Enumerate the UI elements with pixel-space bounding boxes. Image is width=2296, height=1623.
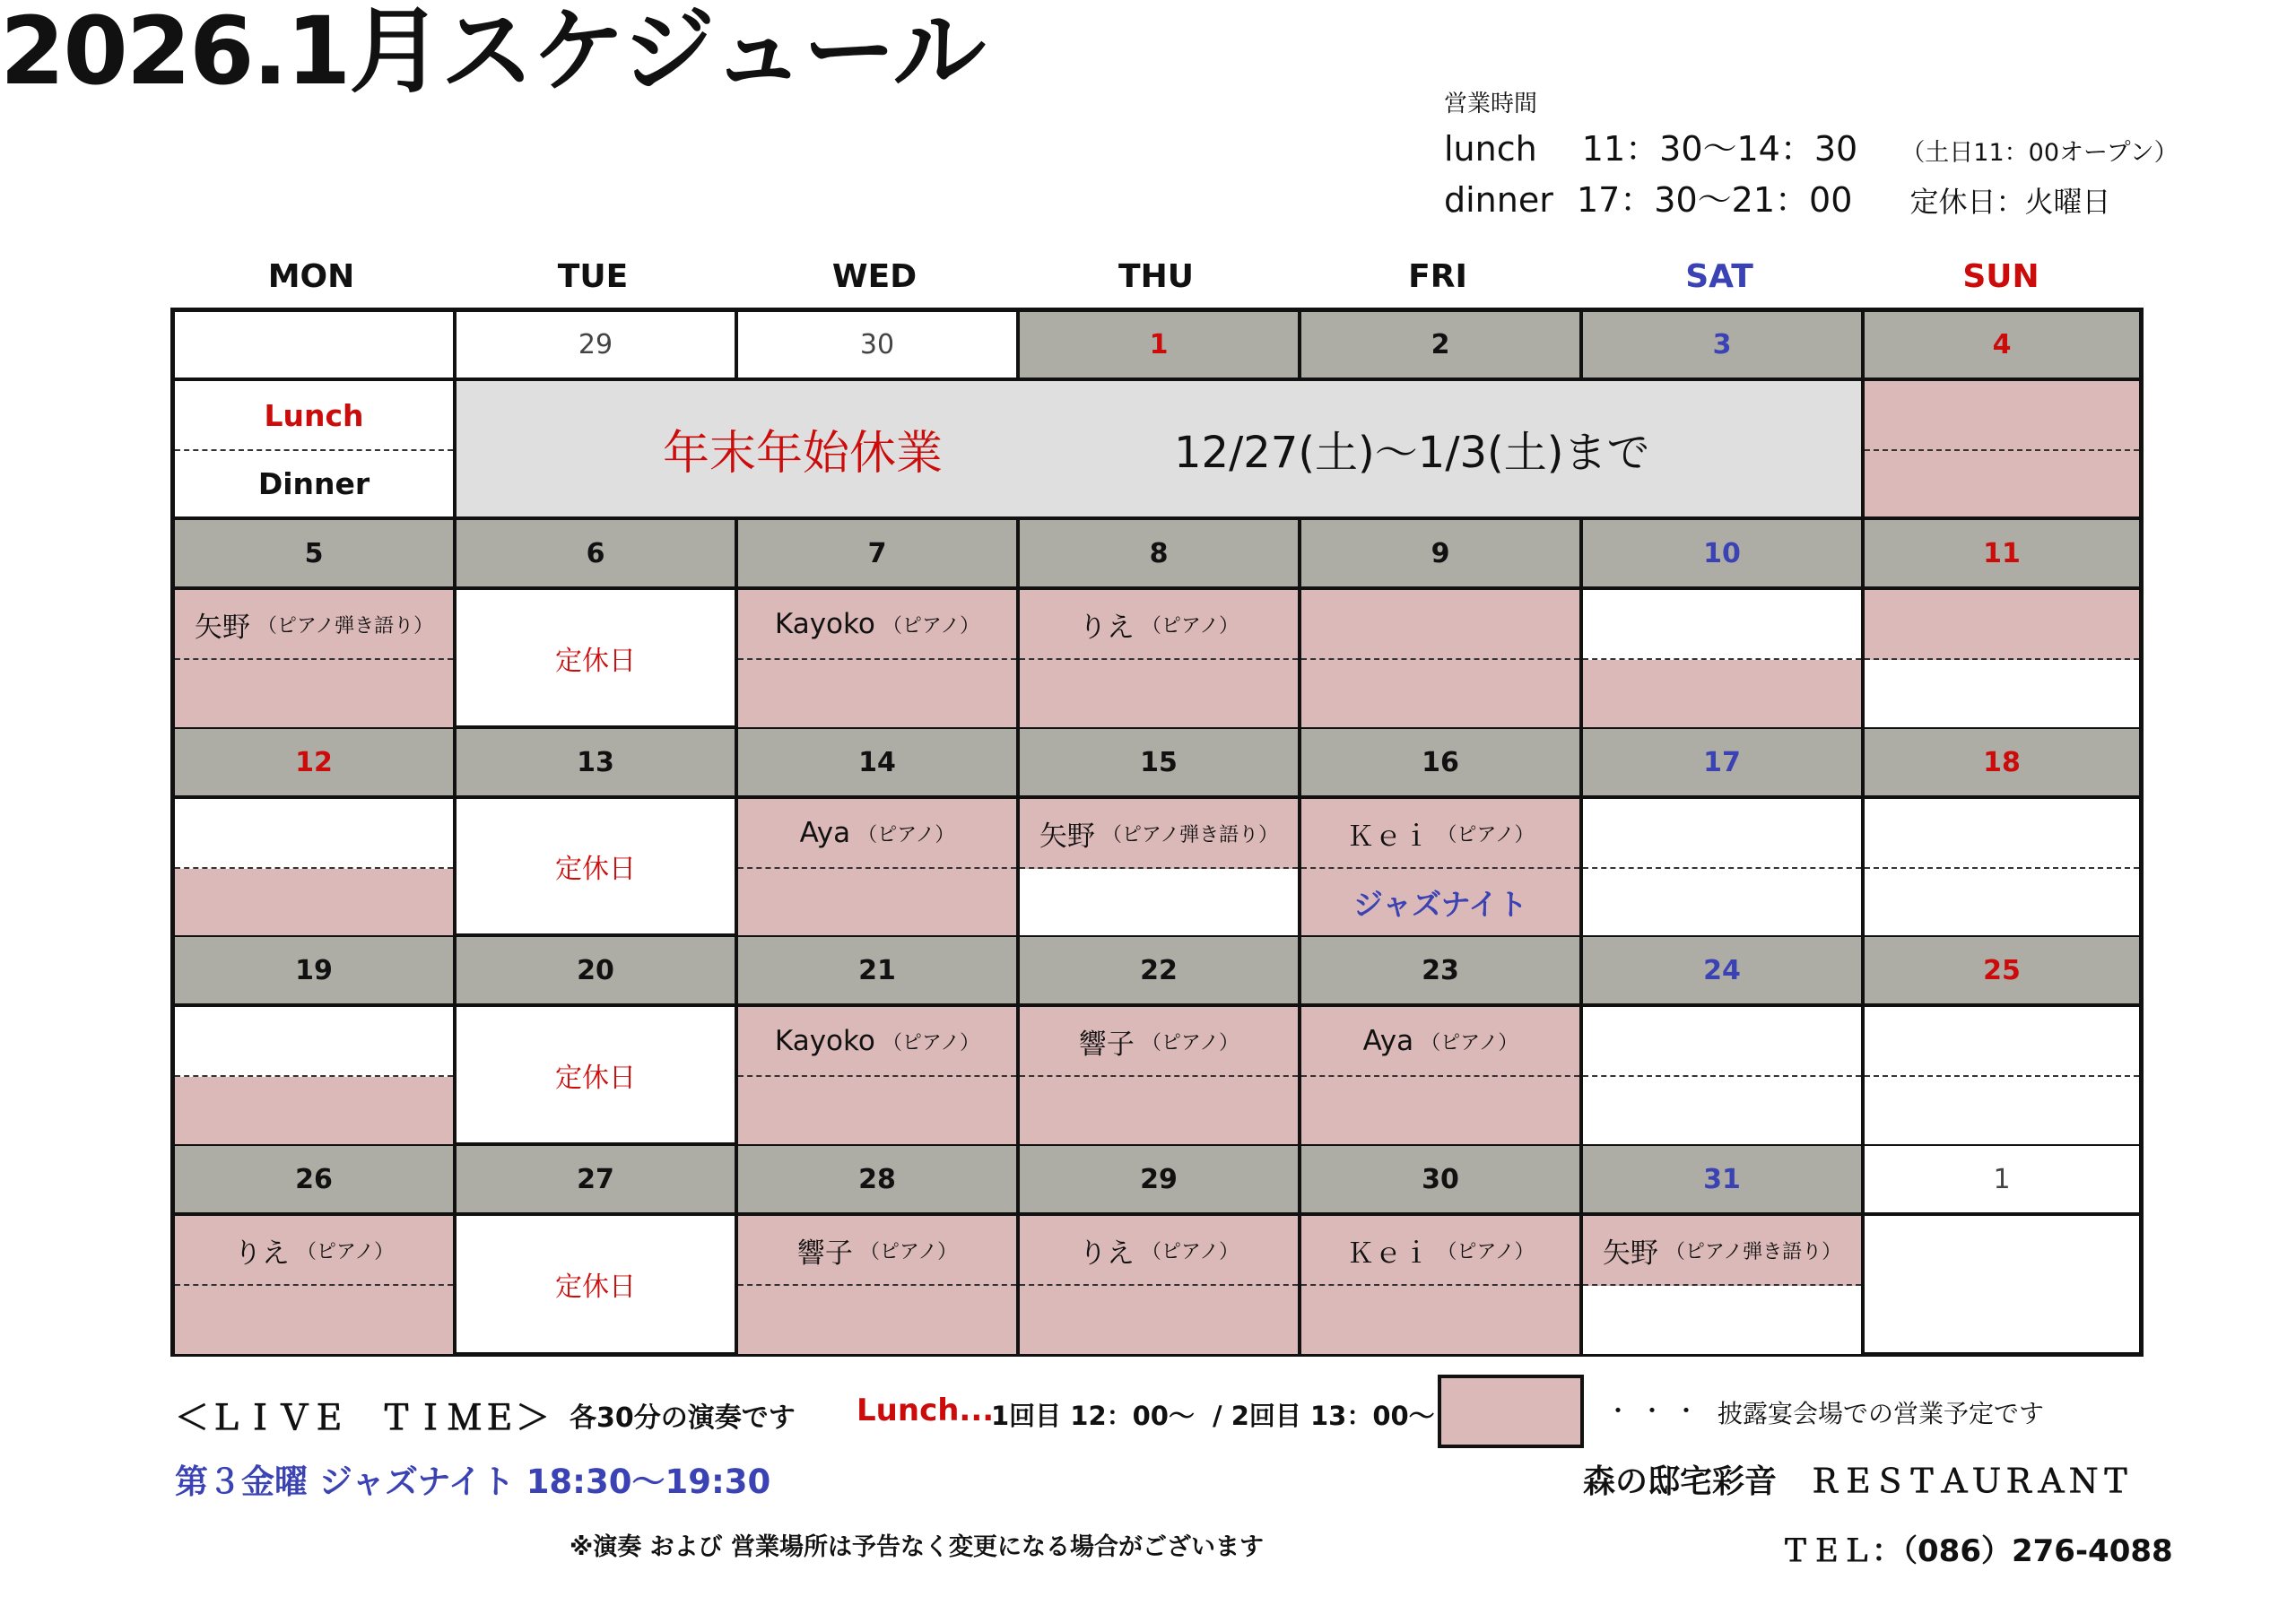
- date-cell: 12: [175, 729, 457, 799]
- performer-instrument: （ピアノ）: [859, 1240, 958, 1263]
- day-slot: [738, 799, 1020, 937]
- date-cell: 20: [457, 937, 738, 1007]
- performer-name: 矢野: [1039, 820, 1095, 853]
- date-cell: 7: [738, 520, 1020, 590]
- performer-instrument: （ピアノ）: [857, 823, 955, 846]
- performer-instrument: （ピアノ）: [1437, 1240, 1535, 1263]
- hours-label: 営業時間: [1444, 91, 1538, 117]
- dinner-hours-row: [1444, 172, 2110, 221]
- lunch-hours-note: （土日11：00オープン）: [1900, 139, 2179, 167]
- performer-slot: [175, 590, 453, 660]
- performer-name: Aya: [1362, 1025, 1414, 1057]
- performer-name: Ｋｅｉ: [1346, 1237, 1431, 1270]
- date-cell: 27: [457, 1146, 738, 1216]
- performer-name: 矢野: [1602, 1237, 1658, 1270]
- day-slot-pink: [1865, 381, 2139, 520]
- date-cell: 18: [1865, 729, 2139, 799]
- performer-instrument: （ピアノ）: [1141, 614, 1239, 638]
- performer-instrument: （ピアノ弾き語り）: [257, 614, 434, 638]
- day-slot: [175, 799, 457, 937]
- jazz-night-label: ジャズナイト: [1301, 869, 1579, 935]
- date-cell: 16: [1301, 729, 1583, 799]
- live-time-first: 1回目 12：00〜: [991, 1401, 1195, 1431]
- live-time-heading: ＜ＬＩＶＥ ＴＩＭＥ＞: [175, 1398, 551, 1437]
- day-slot: [1301, 799, 1583, 937]
- live-time-lunch: Lunch...: [857, 1393, 995, 1428]
- day-slot: [1020, 1216, 1301, 1352]
- performer-name: 響子: [796, 1237, 853, 1270]
- performer-slot: [1301, 799, 1579, 869]
- performer-slot: [738, 1007, 1016, 1077]
- date-cell: 19: [175, 937, 457, 1007]
- legend-dots: ・・・: [1605, 1396, 1709, 1426]
- performer-instrument: （ピアノ弾き語り）: [1101, 823, 1279, 846]
- date-cell: 30: [1301, 1146, 1583, 1216]
- date-cell: 17: [1583, 729, 1865, 799]
- page-title: 2026.1月スケジュール: [0, 0, 985, 106]
- day-slot: [1865, 1007, 2139, 1146]
- performer-slot: [738, 590, 1016, 660]
- day-slot: [1865, 590, 2139, 729]
- day-slot: [1583, 1007, 1865, 1146]
- telephone: ＴＥＬ：（086）276-4088: [1780, 1533, 2173, 1569]
- weekday-header-row: [170, 258, 2144, 303]
- date-cell: 28: [738, 1146, 1020, 1216]
- legend-text: 披露宴会場での営業予定です: [1718, 1399, 2045, 1428]
- performer-instrument: （ピアノ）: [1141, 1240, 1239, 1263]
- performer-slot: [1020, 1007, 1298, 1077]
- date-cell: 29: [457, 312, 738, 381]
- lunch-dinner-legend: [175, 381, 457, 520]
- jazz-night-note: 第３金曜 ジャズナイト 18:30〜19:30: [175, 1462, 771, 1501]
- dinner-hours-label: dinner: [1444, 180, 1553, 220]
- day-slot: [1865, 799, 2139, 937]
- weekday-mon: MON: [267, 258, 355, 295]
- performer-slot: [1301, 1007, 1579, 1077]
- performer-name: 響子: [1078, 1028, 1135, 1061]
- performer-name: Aya: [799, 817, 851, 849]
- performer-slot: [738, 799, 1016, 869]
- weekday-sun: SUN: [1962, 258, 2039, 295]
- date-cell: 25: [1865, 937, 2139, 1007]
- day-slot: [1583, 590, 1865, 729]
- date-cell: 22: [1020, 937, 1301, 1007]
- dinner-label: Dinner: [257, 465, 370, 501]
- lunch-label: Lunch: [175, 381, 453, 451]
- date-cell: 3: [1583, 312, 1865, 381]
- date-cell: 31: [1583, 1146, 1865, 1216]
- date-cell: 9: [1301, 520, 1583, 590]
- weekday-thu: THU: [1118, 258, 1194, 295]
- closed-day-label: 定休日: [457, 1216, 738, 1352]
- day-slot: [175, 1007, 457, 1146]
- restaurant-name: 森の邸宅彩音 ＲＥＳＴＡＵＲＡＮＴ: [1583, 1463, 2133, 1500]
- date-cell: 10: [1583, 520, 1865, 590]
- change-notice: ※演奏 および 営業場所は予告なく変更になる場合がございます: [570, 1533, 1265, 1561]
- day-slot: [1865, 1216, 2139, 1352]
- performer-slot: [175, 1216, 453, 1286]
- performer-name: Kayoko: [774, 608, 875, 640]
- date-cell: 14: [738, 729, 1020, 799]
- closed-day-label: 定休日: [457, 590, 738, 729]
- performer-name: りえ: [233, 1237, 290, 1270]
- date-cell: 29: [1020, 1146, 1301, 1216]
- weekday-wed: WED: [831, 258, 918, 295]
- performer-slot: [1583, 1216, 1861, 1286]
- lunch-hours-time: 11：30〜14：30: [1581, 129, 1858, 169]
- lunch-hours-label: lunch: [1444, 129, 1537, 169]
- performer-name: 矢野: [194, 611, 250, 644]
- date-cell: 1: [1865, 1146, 2139, 1216]
- date-cell: [175, 312, 457, 381]
- calendar-grid: [170, 308, 2144, 1357]
- day-slot: [1583, 799, 1865, 937]
- performer-slot: [1301, 1216, 1579, 1286]
- performer-slot: [738, 1216, 1016, 1286]
- date-cell: 24: [1583, 937, 1865, 1007]
- performer-instrument: （ピアノ）: [1437, 823, 1535, 846]
- live-time-each: 各30分の演奏です: [570, 1402, 796, 1434]
- weekday-tue: TUE: [557, 258, 629, 295]
- date-cell: 15: [1020, 729, 1301, 799]
- dinner-hours-time: 17：30〜21：00: [1576, 180, 1853, 220]
- day-slot: [1583, 1216, 1865, 1352]
- day-slot: [738, 1216, 1020, 1352]
- date-cell: 11: [1865, 520, 2139, 590]
- performer-instrument: （ピアノ）: [1141, 1031, 1239, 1055]
- performer-name: Kayoko: [774, 1025, 875, 1057]
- performer-name: りえ: [1078, 611, 1135, 644]
- closed-day-label: 定休日: [457, 1007, 738, 1146]
- performer-instrument: （ピアノ弾き語り）: [1665, 1240, 1842, 1263]
- date-cell: 13: [457, 729, 738, 799]
- performer-name: Ｋｅｉ: [1346, 820, 1431, 853]
- year-end-closure-banner: [457, 381, 1865, 520]
- date-cell: 30: [738, 312, 1020, 381]
- date-cell: 4: [1865, 312, 2139, 381]
- performer-instrument: （ピアノ）: [296, 1240, 395, 1263]
- performer-slot: [1020, 1216, 1298, 1286]
- closed-day-label: 定休日: [457, 799, 738, 937]
- performer-instrument: （ピアノ）: [882, 614, 980, 638]
- performer-slot: [1020, 590, 1298, 660]
- lunch-hours-row: [1444, 121, 2179, 170]
- date-cell: 5: [175, 520, 457, 590]
- day-slot: [175, 590, 457, 729]
- day-slot: [1020, 590, 1301, 729]
- performer-name: りえ: [1078, 1237, 1135, 1270]
- day-slot: [738, 1007, 1020, 1146]
- date-cell: 8: [1020, 520, 1301, 590]
- closure-text: 年末年始休業: [663, 427, 944, 481]
- date-cell: 21: [738, 937, 1020, 1007]
- date-cell: 6: [457, 520, 738, 590]
- day-slot: [1301, 590, 1583, 729]
- day-slot: [1301, 1216, 1583, 1352]
- live-time-second: / 2回目 13：00〜: [1213, 1401, 1435, 1431]
- day-slot: [1301, 1007, 1583, 1146]
- day-slot: [1020, 1007, 1301, 1146]
- day-slot: [1020, 799, 1301, 937]
- closed-day-note: 定休日：火曜日: [1909, 185, 2111, 219]
- date-cell: 23: [1301, 937, 1583, 1007]
- date-cell: 2: [1301, 312, 1583, 381]
- performer-slot: [1020, 799, 1298, 869]
- performer-instrument: （ピアノ）: [882, 1031, 980, 1055]
- weekday-sat: SAT: [1685, 258, 1753, 295]
- weekday-fri: FRI: [1408, 258, 1467, 295]
- performer-instrument: （ピアノ）: [1421, 1031, 1518, 1055]
- day-slot: [738, 590, 1020, 729]
- date-cell: 1: [1020, 312, 1301, 381]
- date-cell: 26: [175, 1146, 457, 1216]
- day-slot: [175, 1216, 457, 1352]
- legend-swatch: [1438, 1375, 1584, 1448]
- closure-range: 12/27(土)〜1/3(土)まで: [1174, 428, 1650, 478]
